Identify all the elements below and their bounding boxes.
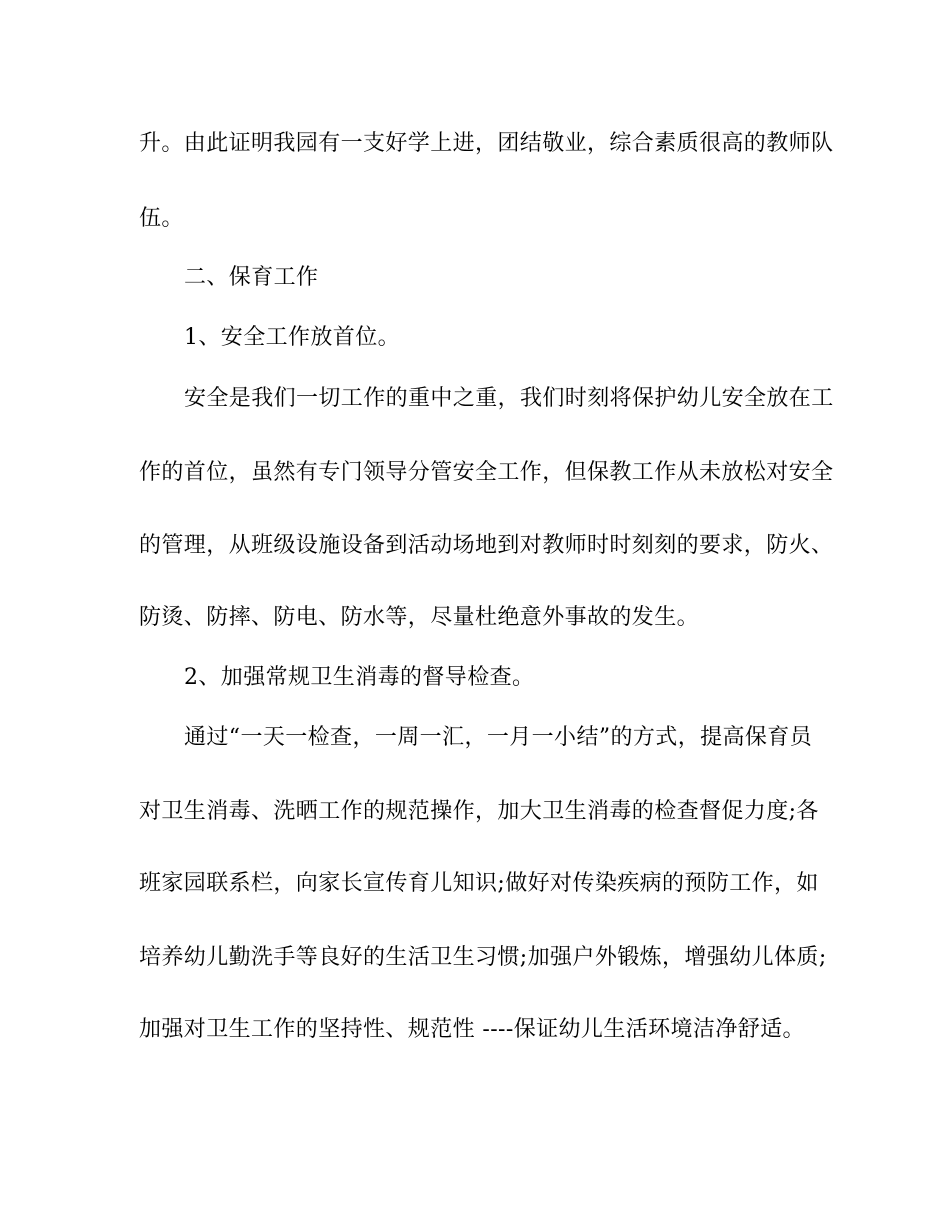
- paragraph-line: 班家园联系栏，向家长宣传育儿知识;做好对传染疾病的预防工作，如: [139, 871, 819, 896]
- paragraph-line: 的管理，从班级设施设备到活动场地到对教师时时刻刻的要求，防火、: [139, 533, 834, 558]
- subsection-heading: 2、加强常规卫生消毒的督导检查。: [184, 665, 535, 690]
- paragraph-line: 对卫生消毒、洗晒工作的规范操作，加大卫生消毒的检查督促力度;各: [139, 799, 819, 824]
- paragraph-line: 培养幼儿勤洗手等良好的生活卫生习惯;加强户外锻炼，增强幼儿体质;: [139, 945, 827, 970]
- paragraph-line: 升。由此证明我园有一支好学上进，团结敬业，综合素质很高的教师队: [139, 131, 834, 156]
- paragraph-line: 伍。: [139, 206, 184, 231]
- paragraph-line: 通过“一天一检查，一周一汇，一月一小结”的方式，提高保育员: [184, 725, 813, 750]
- section-heading: 二、保育工作: [184, 265, 319, 290]
- subsection-heading: 1、安全工作放首位。: [184, 325, 400, 350]
- paragraph-line: 作的首位，虽然有专门领导分管安全工作，但保教工作从未放松对安全: [139, 460, 834, 485]
- paragraph-line: 加强对卫生工作的坚持性、规范性 ----保证幼儿生活环境洁净舒适。: [139, 1017, 805, 1042]
- paragraph-line: 防烫、防摔、防电、防水等，尽量杜绝意外事故的发生。: [139, 605, 700, 630]
- paragraph-line: 安全是我们一切工作的重中之重，我们时刻将保护幼儿安全放在工: [184, 386, 834, 411]
